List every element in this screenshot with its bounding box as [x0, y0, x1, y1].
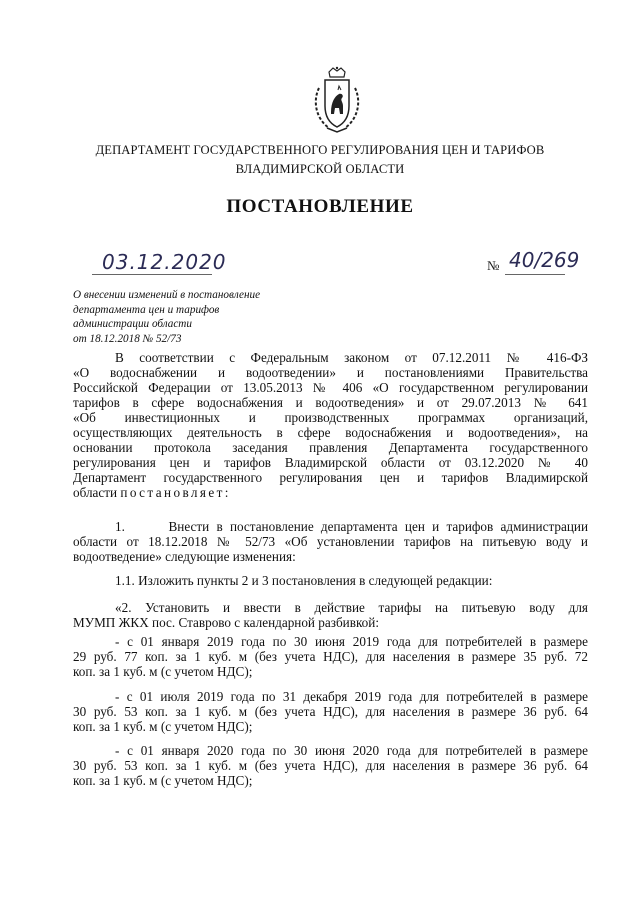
date-underline	[92, 274, 212, 275]
department-region: ВЛАДИМИРСКОЙ ОБЛАСТИ	[235, 162, 405, 176]
text-line: В соответствии с Федеральным законом от 07.12.2011 № 416-ФЗ	[115, 350, 588, 365]
text-line	[73, 485, 588, 500]
preamble-paragraph	[73, 350, 588, 500]
text-line: тарифов в сфере водоснабжения и водоотведения» и от 29.07.2013 № 641	[73, 395, 588, 410]
text-line: 30 руб. 53 коп. за 1 куб. м (без учета НДС), для населения в размере 36 руб. 64	[73, 758, 588, 773]
resolves-word: постановляет:	[120, 485, 231, 500]
text-line: «О водоснабжении и водоотведении» и постановлениями Правительства	[73, 365, 588, 380]
text-line: «Об инвестиционных и производственных программах организаций,	[73, 410, 588, 425]
text-line: основании протокола заседания правления Департамента государственного	[73, 440, 588, 455]
text-line: 1. Внести в постановление департамента цен и тарифов администрации	[115, 519, 588, 534]
number-sign: №	[487, 258, 500, 273]
text-line: МУМП ЖКХ пос. Ставрово с календарной разбивкой:	[73, 615, 379, 630]
text-line: регулирования цен и тарифов Владимирской области от 03.12.2020 № 40	[73, 455, 588, 470]
text-line: 29 руб. 77 коп. за 1 куб. м (без учета НДС), для населения в размере 35 руб. 72	[73, 649, 588, 664]
subject-line: от 18.12.2018 № 52/73	[73, 332, 182, 345]
tariff-period-2	[73, 689, 588, 734]
document-number: 40/269	[509, 248, 580, 272]
text-line: области от 18.12.2018 № 52/73 «Об установлении тарифов на питьевую воду и	[73, 534, 588, 549]
coat-of-arms-icon	[309, 66, 365, 136]
text-line: коп. за 1 куб. м (с учетом НДС);	[73, 664, 253, 679]
text-line: «2. Установить и ввести в действие тарифы на питьевую воду для	[115, 600, 588, 615]
text-line: - с 01 января 2020 года по 30 июня 2020 года для потребителей в размере	[115, 743, 588, 758]
text-line: - с 01 января 2019 года по 30 июня 2019 года для потребителей в размере	[115, 634, 588, 649]
text-line: 30 руб. 53 коп. за 1 куб. м (без учета НДС), для населения в размере 36 руб. 64	[73, 704, 588, 719]
document-date: 03.12.2020	[102, 250, 227, 274]
text-line: коп. за 1 куб. м (с учетом НДС);	[73, 773, 253, 788]
text-line: Российской Федерации от 13.05.2013 № 406 «О государственном регулировании	[73, 380, 588, 395]
item-2-paragraph	[73, 600, 588, 630]
document-subject	[73, 288, 313, 346]
subject-line: администрации области	[73, 318, 192, 330]
subject-line: О внесении изменений в постановление	[73, 289, 261, 301]
text-fragment: области	[73, 485, 121, 500]
text-line: - с 01 июля 2019 года по 31 декабря 2019 года для потребителей в размере	[115, 689, 588, 704]
department-name: ДЕПАРТАМЕНТ ГОСУДАРСТВЕННОГО РЕГУЛИРОВАНИЯ ЦЕН И ТАРИФОВ	[95, 143, 545, 157]
number-underline	[505, 274, 565, 275]
tariff-period-3	[73, 743, 588, 788]
text-line: осуществляющих деятельность в сфере водоснабжения и водоотведения», на	[73, 425, 588, 440]
text-line: Департамент государственного регулирования цен и тарифов Владимирской	[73, 470, 588, 485]
text-line: коп. за 1 куб. м (с учетом НДС);	[73, 719, 253, 734]
text-line: 1.1. Изложить пункты 2 и 3 постановления в следующей редакции:	[115, 573, 493, 588]
tariff-period-1	[73, 634, 588, 679]
item-1-paragraph	[73, 519, 588, 564]
text-line: водоотведение» следующие изменения:	[73, 549, 296, 564]
document-title: ПОСТАНОВЛЕНИЕ	[226, 196, 414, 217]
item-1-1-paragraph	[73, 573, 588, 588]
subject-line: департамента цен и тарифов	[73, 303, 220, 316]
